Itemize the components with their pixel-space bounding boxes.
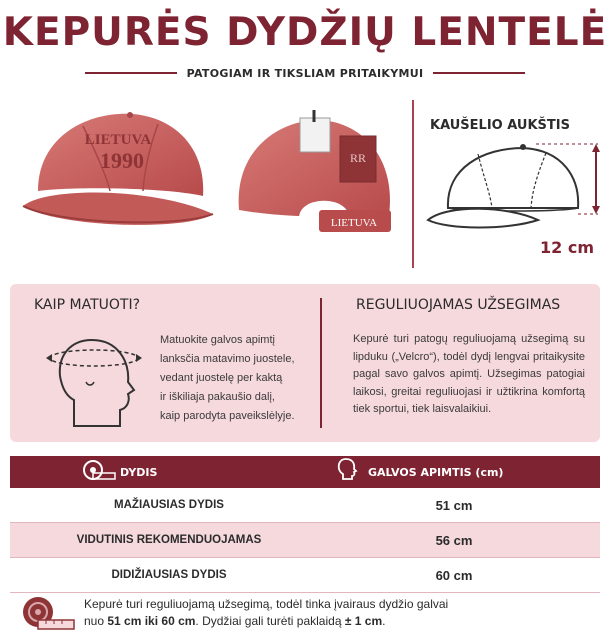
row-divider [10,592,600,593]
measure-line: vedant juostelę per kaktą [160,372,283,384]
table-row [10,558,600,592]
footnote-line-2 [84,613,604,630]
cap-height-diagram [418,138,608,246]
size-name: MAŽIAUSIAS DYDIS [114,499,224,511]
how-to-measure-title: KAIP MATUOTI? [34,297,141,313]
measure-line: kaip parodyta paveikslėlyje. [160,410,295,422]
cap-height-title: KAUŠELIO AUKŠTIS [430,118,570,133]
info-divider [320,298,322,428]
footnote-line-1: Kepurė turi reguliuojamą užsegimą, todėl tinka įvairaus dydžio galvai [84,597,449,611]
measure-line: lanksčia matavimo juostele, [160,353,295,365]
strap-title: REGULIUOJAMAS UŽSEGIMAS [356,297,561,313]
how-to-measure-text [160,331,310,426]
footnote-text: nuo [84,614,108,628]
subtitle-line-left [85,72,177,74]
cap-back-label: LIETUVA [330,217,378,229]
svg-text:RR: RR [349,151,367,165]
table-row [10,488,600,522]
size-value: 51 cm [435,497,473,513]
cap-front-photo [18,96,218,246]
tape-measure-footer-icon [20,592,76,632]
footnote [84,596,604,630]
size-name: DIDIŽIAUSIAS DYDIS [111,569,227,581]
head-measure-icon [30,322,152,434]
cap-front-embroidery-2: 1990 [100,148,144,173]
tape-measure-icon [82,459,116,481]
size-value: 60 cm [435,567,473,583]
subtitle-line-right [433,72,525,74]
table-row [10,523,600,557]
strap-text: Kepurė turi patogų reguliuojamą užsegimą su lipduku („Velcro“), todėl dydį lengvai pritaikysite pagal savo galvos apimtį. Užsegimas patogiai laikosi, greitai reguliuojasi ir užtikrina komfortą tiek sportui, tiek laisvalaikiui. [353,333,585,415]
page-subtitle: PATOGIAM IR TIKSLIAM PRITAIKYMUI [186,66,424,80]
footnote-text: . [382,614,386,628]
photo-divider [412,100,414,268]
col-size-header [10,466,328,479]
size-table-header [10,456,600,488]
cap-back-photo [224,100,404,248]
col-circumference-header [328,466,600,479]
cap-front-embroidery-1: LIETUVA [84,132,152,148]
size-table [10,456,600,593]
size-value: 56 cm [435,532,473,548]
measure-line: Matuokite galvos apimtį [160,334,275,346]
footnote-range: 51 cm iki 60 cm [107,614,196,628]
col-circumference-label: GALVOS APIMTIS (cm) [368,465,504,479]
page-title: KEPURĖS DYDŽIŲ LENTELĖ [2,10,608,55]
footnote-tolerance: ± 1 cm [344,614,383,628]
size-name: VIDUTINIS REKOMENDUOJAMAS [76,534,262,546]
measure-line: ir iškiliaja pakaušio dalį, [160,391,275,403]
head-profile-icon [336,457,358,481]
col-size-label: DYDIS [120,465,158,479]
footnote-text: . Dydžiai gali turėti paklaidą [195,614,345,628]
cap-height-value: 12 cm [540,238,594,257]
subtitle-row [85,64,525,82]
